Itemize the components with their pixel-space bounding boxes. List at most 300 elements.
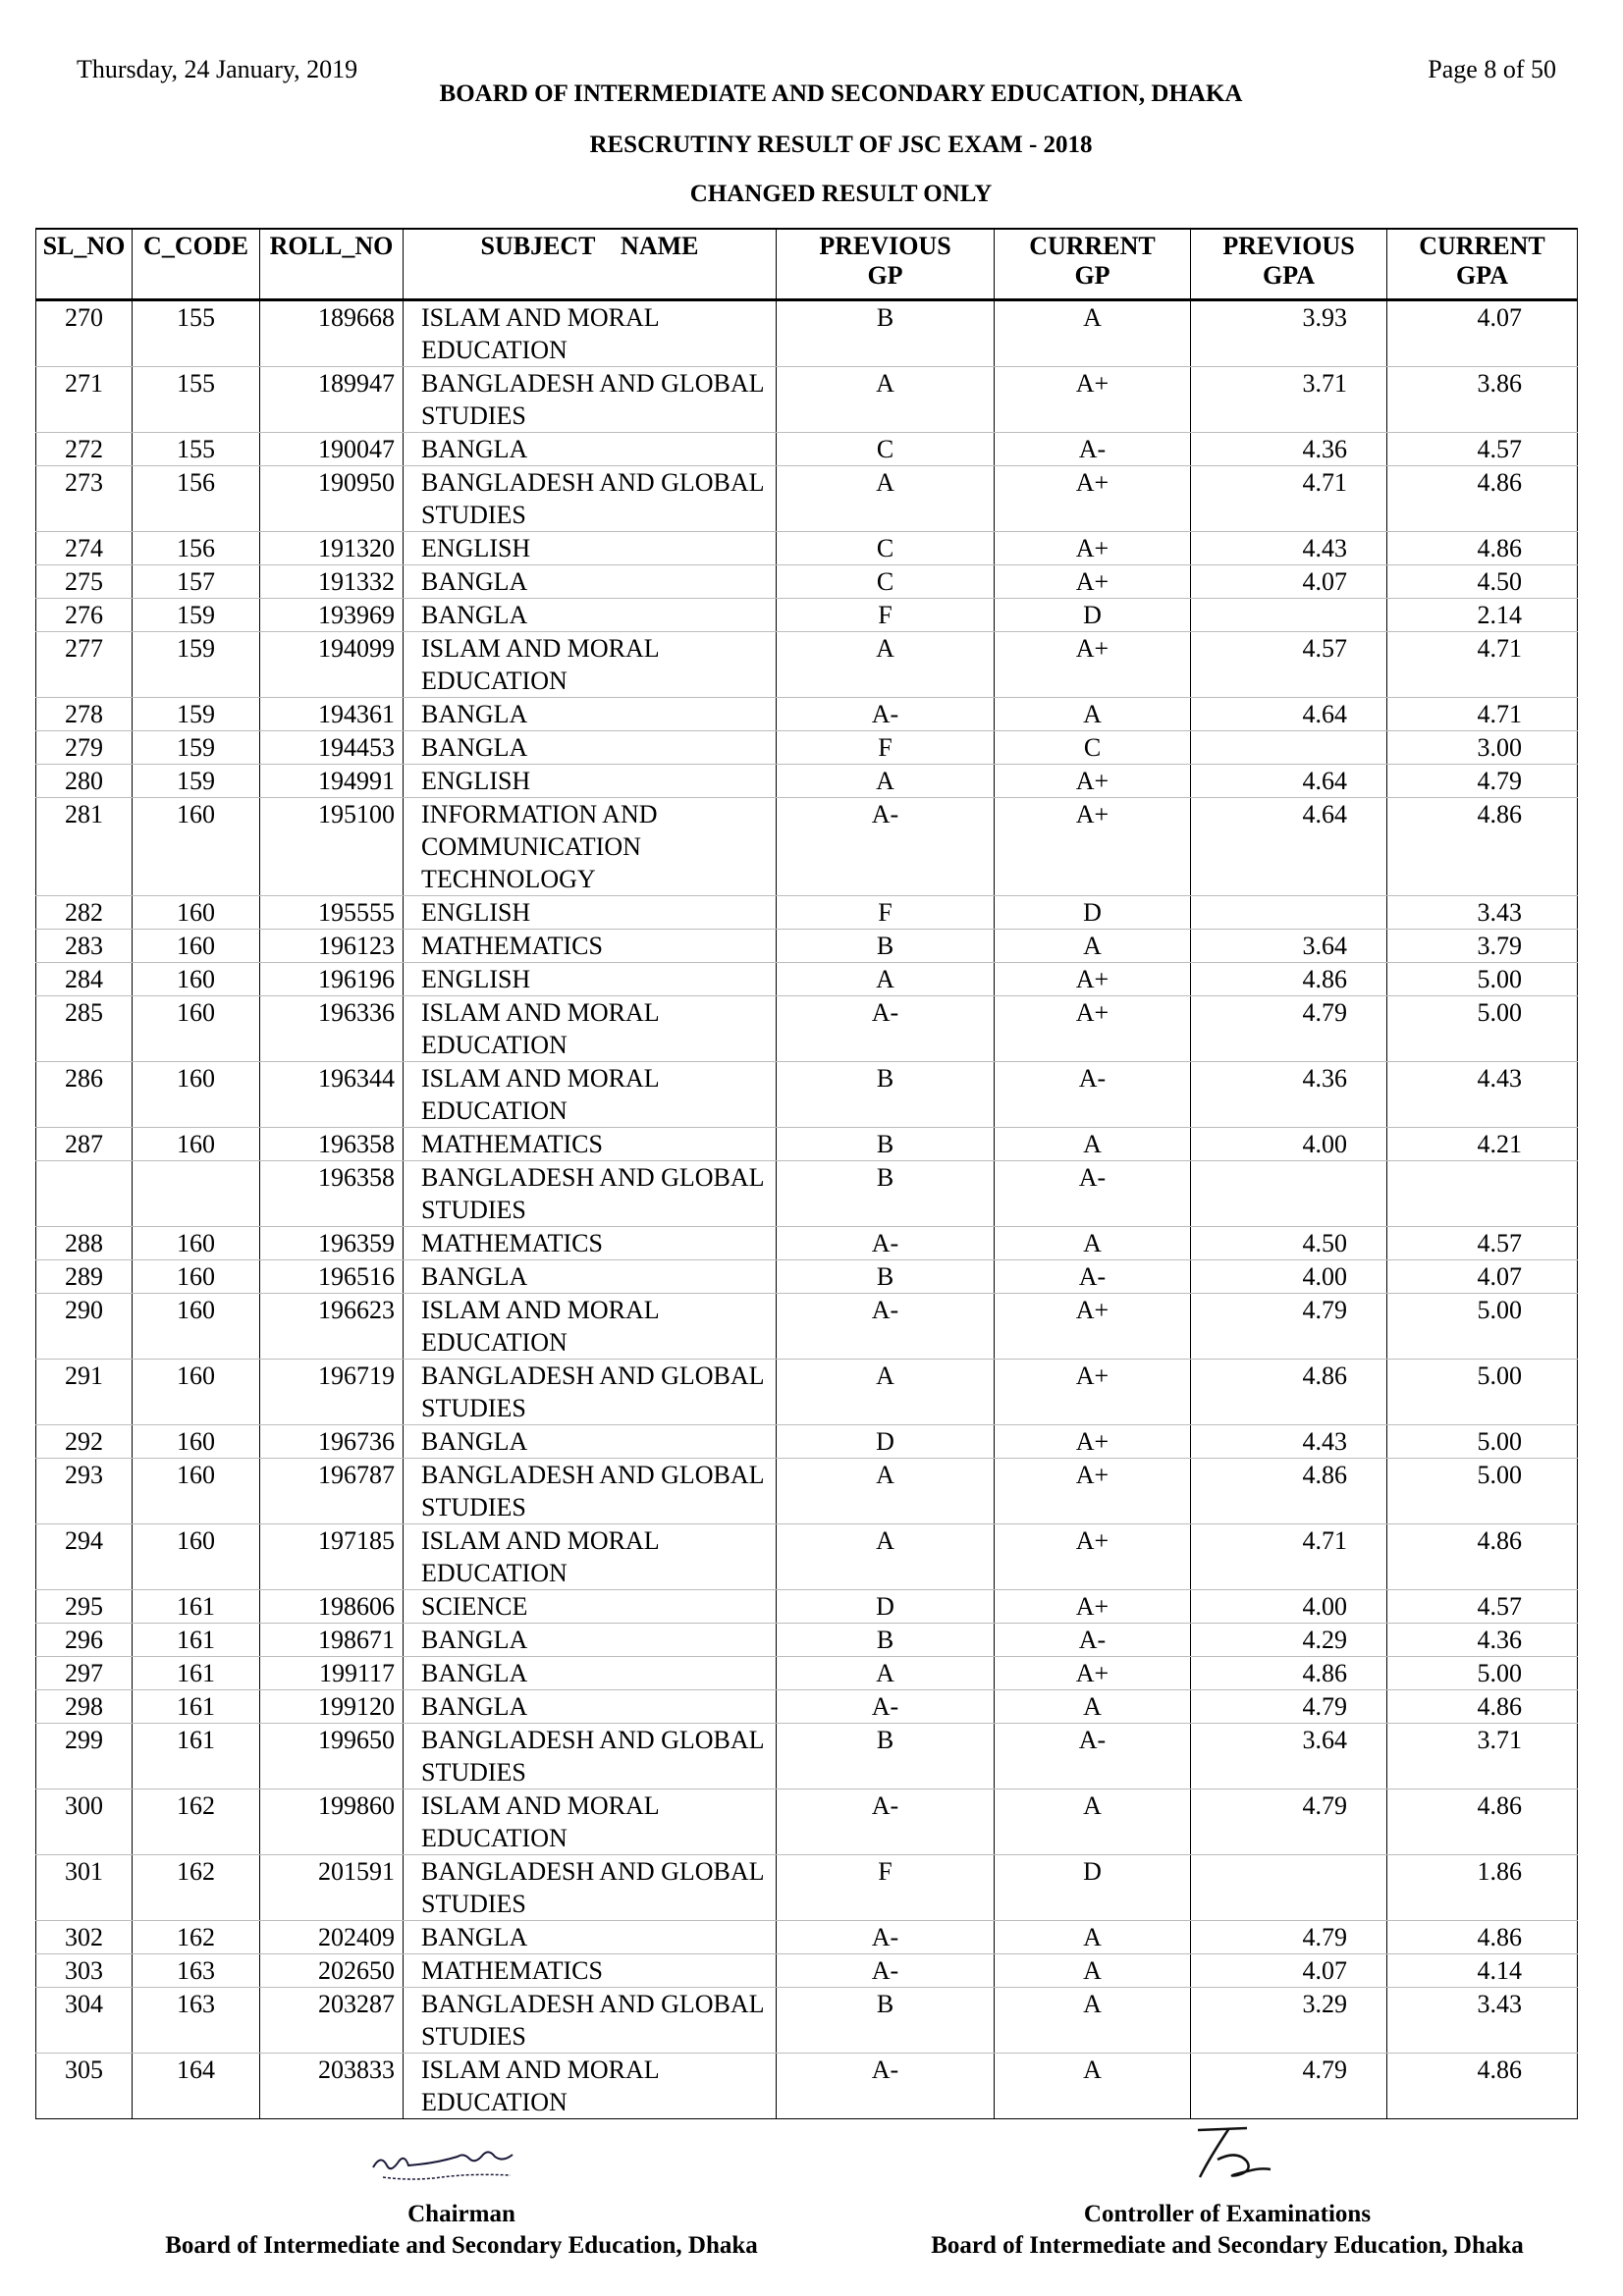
cell-current-gpa: 3.71 <box>1387 1724 1578 1789</box>
cell-roll-no: 195100 <box>260 798 404 896</box>
cell-sl-no: 288 <box>36 1227 133 1260</box>
cell-roll-no: 196516 <box>260 1260 404 1294</box>
cell-current-gp: A <box>995 1227 1191 1260</box>
cell-subject-name: BANGLA <box>404 1624 777 1657</box>
col-header-current-gp <box>995 229 1191 300</box>
cell-previous-gp: A- <box>777 1921 995 1954</box>
results-table <box>35 228 1578 2119</box>
cell-previous-gp: A- <box>777 2054 995 2119</box>
table-row <box>36 896 1578 930</box>
cell-subject-name: ISLAM AND MORAL EDUCATION <box>404 300 777 367</box>
cell-sl-no <box>36 1161 133 1227</box>
cell-previous-gpa: 4.29 <box>1191 1624 1387 1657</box>
cell-sl-no: 273 <box>36 466 133 532</box>
cell-subject-name: ENGLISH <box>404 963 777 996</box>
cell-previous-gp: A- <box>777 698 995 731</box>
col-header-subject-name <box>404 229 777 300</box>
cell-previous-gpa: 4.57 <box>1191 632 1387 698</box>
cell-sl-no: 301 <box>36 1855 133 1921</box>
cell-current-gpa: 4.86 <box>1387 532 1578 565</box>
cell-sl-no: 283 <box>36 930 133 963</box>
cell-previous-gpa: 4.79 <box>1191 2054 1387 2119</box>
cell-previous-gp: A <box>777 367 995 433</box>
board-title: BOARD OF INTERMEDIATE AND SECONDARY EDUCATION, DHAKA <box>439 80 1243 107</box>
cell-c-code: 161 <box>133 1657 260 1690</box>
cell-previous-gp: A- <box>777 798 995 896</box>
cell-previous-gpa: 4.64 <box>1191 798 1387 896</box>
cell-current-gpa: 3.00 <box>1387 731 1578 765</box>
table-row <box>36 1062 1578 1128</box>
cell-sl-no: 274 <box>36 532 133 565</box>
cell-sl-no: 286 <box>36 1062 133 1128</box>
cell-subject-name: BANGLADESH AND GLOBAL STUDIES <box>404 1360 777 1425</box>
col-header-previous-gp-line2: GP <box>867 261 903 290</box>
cell-current-gp: A+ <box>995 1524 1191 1590</box>
cell-subject-name: BANGLA <box>404 731 777 765</box>
cell-previous-gpa <box>1191 599 1387 632</box>
cell-previous-gpa: 4.43 <box>1191 532 1387 565</box>
cell-previous-gpa: 3.71 <box>1191 367 1387 433</box>
cell-current-gp: A <box>995 2054 1191 2119</box>
cell-previous-gpa: 3.64 <box>1191 930 1387 963</box>
cell-c-code: 155 <box>133 433 260 466</box>
table-row <box>36 300 1578 367</box>
cell-current-gpa: 4.71 <box>1387 698 1578 731</box>
col-header-previous-gpa-line2: GPA <box>1263 261 1315 290</box>
col-header-c-code: C_CODE <box>133 229 260 300</box>
cell-previous-gp: F <box>777 599 995 632</box>
cell-c-code: 160 <box>133 1128 260 1161</box>
cell-current-gp: A+ <box>995 1459 1191 1524</box>
cell-current-gp: A+ <box>995 1294 1191 1360</box>
cell-roll-no: 190950 <box>260 466 404 532</box>
col-header-roll-no: ROLL_NO <box>260 229 404 300</box>
cell-current-gpa: 4.07 <box>1387 300 1578 367</box>
table-row <box>36 1988 1578 2054</box>
cell-current-gpa: 2.14 <box>1387 599 1578 632</box>
cell-previous-gp: A <box>777 1459 995 1524</box>
cell-c-code: 160 <box>133 1459 260 1524</box>
table-row <box>36 367 1578 433</box>
cell-roll-no: 196196 <box>260 963 404 996</box>
cell-sl-no: 275 <box>36 565 133 599</box>
cell-current-gp: A- <box>995 1624 1191 1657</box>
cell-previous-gpa <box>1191 731 1387 765</box>
table-row <box>36 798 1578 896</box>
cell-subject-name: ENGLISH <box>404 896 777 930</box>
cell-previous-gp: C <box>777 532 995 565</box>
table-row <box>36 1624 1578 1657</box>
chairman-organization: Board of Intermediate and Secondary Education, Dhaka <box>165 2232 758 2259</box>
cell-roll-no: 198671 <box>260 1624 404 1657</box>
cell-previous-gpa: 4.07 <box>1191 1954 1387 1988</box>
cell-c-code: 160 <box>133 1425 260 1459</box>
cell-current-gpa: 4.57 <box>1387 1227 1578 1260</box>
table-row <box>36 1260 1578 1294</box>
cell-c-code: 160 <box>133 1360 260 1425</box>
cell-subject-name: ISLAM AND MORAL EDUCATION <box>404 1294 777 1360</box>
cell-sl-no: 292 <box>36 1425 133 1459</box>
cell-previous-gp: B <box>777 930 995 963</box>
table-row <box>36 2054 1578 2119</box>
cell-previous-gpa: 4.71 <box>1191 466 1387 532</box>
cell-subject-name: BANGLA <box>404 599 777 632</box>
col-header-current-gpa-line1: CURRENT <box>1419 232 1545 260</box>
cell-previous-gpa: 4.86 <box>1191 963 1387 996</box>
cell-c-code: 160 <box>133 1062 260 1128</box>
cell-roll-no: 201591 <box>260 1855 404 1921</box>
cell-roll-no: 197185 <box>260 1524 404 1590</box>
exam-title: RESCRUTINY RESULT OF JSC EXAM - 2018 <box>589 132 1093 158</box>
col-header-current-gp-line2: GP <box>1074 261 1110 290</box>
cell-c-code: 160 <box>133 1260 260 1294</box>
table-row <box>36 731 1578 765</box>
cell-c-code: 161 <box>133 1624 260 1657</box>
cell-c-code: 161 <box>133 1590 260 1624</box>
col-header-subject-name-label: SUBJECT NAME <box>480 232 699 260</box>
cell-roll-no: 196358 <box>260 1128 404 1161</box>
cell-previous-gp: B <box>777 1988 995 2054</box>
table-row <box>36 433 1578 466</box>
cell-sl-no: 282 <box>36 896 133 930</box>
cell-current-gp: A <box>995 1789 1191 1855</box>
col-header-current-gpa-line2: GPA <box>1456 261 1508 290</box>
cell-current-gpa: 4.21 <box>1387 1128 1578 1161</box>
cell-roll-no: 196123 <box>260 930 404 963</box>
cell-roll-no: 191320 <box>260 532 404 565</box>
cell-current-gpa: 5.00 <box>1387 1294 1578 1360</box>
cell-sl-no: 278 <box>36 698 133 731</box>
cell-roll-no: 196736 <box>260 1425 404 1459</box>
cell-roll-no: 189947 <box>260 367 404 433</box>
cell-current-gp: A <box>995 1128 1191 1161</box>
table-row <box>36 1789 1578 1855</box>
cell-subject-name: BANGLA <box>404 1425 777 1459</box>
cell-previous-gpa: 4.00 <box>1191 1260 1387 1294</box>
cell-c-code: 159 <box>133 698 260 731</box>
table-row <box>36 1128 1578 1161</box>
cell-c-code: 157 <box>133 565 260 599</box>
table-row <box>36 1690 1578 1724</box>
cell-subject-name: MATHEMATICS <box>404 1227 777 1260</box>
cell-c-code: 164 <box>133 2054 260 2119</box>
cell-roll-no: 196787 <box>260 1459 404 1524</box>
cell-current-gpa: 4.86 <box>1387 798 1578 896</box>
table-row <box>36 963 1578 996</box>
cell-previous-gp: B <box>777 1161 995 1227</box>
cell-subject-name: MATHEMATICS <box>404 930 777 963</box>
cell-previous-gpa: 4.79 <box>1191 1921 1387 1954</box>
cell-current-gpa: 5.00 <box>1387 1657 1578 1690</box>
cell-roll-no: 196358 <box>260 1161 404 1227</box>
cell-roll-no: 190047 <box>260 433 404 466</box>
cell-roll-no: 196623 <box>260 1294 404 1360</box>
cell-previous-gpa: 3.29 <box>1191 1988 1387 2054</box>
cell-sl-no: 270 <box>36 300 133 367</box>
cell-current-gp: C <box>995 731 1191 765</box>
cell-previous-gpa: 4.71 <box>1191 1524 1387 1590</box>
cell-sl-no: 304 <box>36 1988 133 2054</box>
cell-sl-no: 287 <box>36 1128 133 1161</box>
cell-current-gp: A+ <box>995 632 1191 698</box>
cell-c-code: 162 <box>133 1789 260 1855</box>
table-row <box>36 1360 1578 1425</box>
cell-roll-no: 191332 <box>260 565 404 599</box>
cell-previous-gpa: 4.79 <box>1191 1294 1387 1360</box>
cell-subject-name: BANGLA <box>404 1690 777 1724</box>
cell-previous-gp: A- <box>777 1227 995 1260</box>
cell-previous-gp: A- <box>777 1789 995 1855</box>
cell-sl-no: 284 <box>36 963 133 996</box>
chairman-signature-block <box>118 2130 805 2262</box>
cell-sl-no: 298 <box>36 1690 133 1724</box>
table-row <box>36 1590 1578 1624</box>
cell-sl-no: 295 <box>36 1590 133 1624</box>
cell-sl-no: 296 <box>36 1624 133 1657</box>
results-table-body <box>36 300 1578 2119</box>
cell-current-gp: A- <box>995 433 1191 466</box>
cell-subject-name: BANGLADESH AND GLOBAL STUDIES <box>404 466 777 532</box>
col-header-current-gp-line1: CURRENT <box>1029 232 1156 260</box>
cell-sl-no: 297 <box>36 1657 133 1690</box>
cell-sl-no: 299 <box>36 1724 133 1789</box>
table-row <box>36 765 1578 798</box>
cell-current-gpa: 4.71 <box>1387 632 1578 698</box>
cell-current-gp: A <box>995 1921 1191 1954</box>
cell-c-code <box>133 1161 260 1227</box>
cell-current-gp: A <box>995 930 1191 963</box>
cell-previous-gp: F <box>777 896 995 930</box>
table-row <box>36 1954 1578 1988</box>
cell-sl-no: 272 <box>36 433 133 466</box>
cell-roll-no: 198606 <box>260 1590 404 1624</box>
controller-signature <box>884 2130 1571 2199</box>
cell-c-code: 160 <box>133 798 260 896</box>
table-row <box>36 632 1578 698</box>
cell-subject-name: BANGLA <box>404 1260 777 1294</box>
cell-c-code: 160 <box>133 1294 260 1360</box>
cell-roll-no: 196359 <box>260 1227 404 1260</box>
cell-current-gp: A <box>995 300 1191 367</box>
cell-c-code: 160 <box>133 930 260 963</box>
cell-subject-name: BANGLA <box>404 698 777 731</box>
cell-sl-no: 289 <box>36 1260 133 1294</box>
cell-subject-name: ISLAM AND MORAL EDUCATION <box>404 996 777 1062</box>
cell-previous-gpa: 4.00 <box>1191 1128 1387 1161</box>
cell-subject-name: ISLAM AND MORAL EDUCATION <box>404 2054 777 2119</box>
cell-sl-no: 279 <box>36 731 133 765</box>
cell-c-code: 160 <box>133 1227 260 1260</box>
cell-subject-name: ISLAM AND MORAL EDUCATION <box>404 1524 777 1590</box>
table-row <box>36 1524 1578 1590</box>
cell-subject-name: ENGLISH <box>404 532 777 565</box>
cell-previous-gpa: 4.79 <box>1191 996 1387 1062</box>
cell-roll-no: 203287 <box>260 1988 404 2054</box>
cell-current-gpa: 4.86 <box>1387 1789 1578 1855</box>
cell-sl-no: 293 <box>36 1459 133 1524</box>
cell-previous-gpa: 4.50 <box>1191 1227 1387 1260</box>
cell-current-gpa: 4.86 <box>1387 1524 1578 1590</box>
cell-current-gpa: 5.00 <box>1387 1459 1578 1524</box>
cell-previous-gpa <box>1191 1855 1387 1921</box>
cell-c-code: 159 <box>133 765 260 798</box>
table-row <box>36 599 1578 632</box>
cell-current-gpa: 3.43 <box>1387 1988 1578 2054</box>
controller-organization: Board of Intermediate and Secondary Education, Dhaka <box>931 2232 1524 2259</box>
cell-subject-name: BANGLADESH AND GLOBAL STUDIES <box>404 1988 777 2054</box>
table-row <box>36 1657 1578 1690</box>
cell-c-code: 160 <box>133 1524 260 1590</box>
cell-roll-no: 199117 <box>260 1657 404 1690</box>
cell-previous-gp: B <box>777 1624 995 1657</box>
cell-c-code: 159 <box>133 599 260 632</box>
cell-current-gp: D <box>995 1855 1191 1921</box>
cell-subject-name: ISLAM AND MORAL EDUCATION <box>404 1062 777 1128</box>
cell-roll-no: 193969 <box>260 599 404 632</box>
cell-sl-no: 271 <box>36 367 133 433</box>
cell-previous-gp: D <box>777 1590 995 1624</box>
cell-c-code: 163 <box>133 1988 260 2054</box>
cell-current-gpa: 4.79 <box>1387 765 1578 798</box>
table-row <box>36 698 1578 731</box>
cell-current-gpa: 5.00 <box>1387 1360 1578 1425</box>
cell-roll-no: 195555 <box>260 896 404 930</box>
cell-c-code: 162 <box>133 1855 260 1921</box>
cell-previous-gp: C <box>777 433 995 466</box>
cell-previous-gp: A <box>777 1657 995 1690</box>
cell-current-gp: A- <box>995 1260 1191 1294</box>
table-row <box>36 1855 1578 1921</box>
cell-current-gp: A+ <box>995 466 1191 532</box>
cell-roll-no: 202409 <box>260 1921 404 1954</box>
cell-current-gp: A+ <box>995 565 1191 599</box>
cell-previous-gp: A- <box>777 1954 995 1988</box>
cell-current-gpa: 4.86 <box>1387 1921 1578 1954</box>
cell-sl-no: 305 <box>36 2054 133 2119</box>
cell-previous-gpa: 4.00 <box>1191 1590 1387 1624</box>
table-row <box>36 1227 1578 1260</box>
col-header-previous-gpa-line1: PREVIOUS <box>1222 232 1355 260</box>
cell-current-gp: A <box>995 1954 1191 1988</box>
controller-title: Controller of Examinations <box>1083 2201 1372 2227</box>
controller-signature-block <box>884 2130 1571 2262</box>
cell-current-gpa: 3.43 <box>1387 896 1578 930</box>
cell-roll-no: 196336 <box>260 996 404 1062</box>
table-row <box>36 466 1578 532</box>
cell-previous-gpa: 4.86 <box>1191 1657 1387 1690</box>
cell-current-gp: D <box>995 599 1191 632</box>
cell-roll-no: 194453 <box>260 731 404 765</box>
cell-current-gp: A- <box>995 1062 1191 1128</box>
cell-sl-no: 294 <box>36 1524 133 1590</box>
cell-subject-name: MATHEMATICS <box>404 1954 777 1988</box>
table-row <box>36 1459 1578 1524</box>
cell-roll-no: 189668 <box>260 300 404 367</box>
cell-current-gp: A+ <box>995 963 1191 996</box>
cell-subject-name: ISLAM AND MORAL EDUCATION <box>404 632 777 698</box>
col-header-previous-gp-line1: PREVIOUS <box>819 232 951 260</box>
cell-subject-name: BANGLADESH AND GLOBAL STUDIES <box>404 1459 777 1524</box>
cell-c-code: 160 <box>133 963 260 996</box>
cell-previous-gpa: 4.64 <box>1191 765 1387 798</box>
cell-previous-gp: A <box>777 632 995 698</box>
cell-current-gp: A+ <box>995 1657 1191 1690</box>
cell-previous-gpa: 4.36 <box>1191 433 1387 466</box>
cell-previous-gp: A <box>777 1524 995 1590</box>
cell-sl-no: 300 <box>36 1789 133 1855</box>
table-row <box>36 996 1578 1062</box>
cell-roll-no: 202650 <box>260 1954 404 1988</box>
cell-previous-gpa: 4.64 <box>1191 698 1387 731</box>
cell-subject-name: SCIENCE <box>404 1590 777 1624</box>
cell-subject-name: BANGLADESH AND GLOBAL STUDIES <box>404 1855 777 1921</box>
cell-c-code: 163 <box>133 1954 260 1988</box>
cell-previous-gpa: 4.79 <box>1191 1690 1387 1724</box>
cell-roll-no: 194361 <box>260 698 404 731</box>
cell-sl-no: 280 <box>36 765 133 798</box>
cell-current-gpa: 4.07 <box>1387 1260 1578 1294</box>
cell-current-gpa: 4.57 <box>1387 1590 1578 1624</box>
cell-sl-no: 281 <box>36 798 133 896</box>
cell-c-code: 160 <box>133 996 260 1062</box>
page-number: Page 8 of 50 <box>1428 55 1556 83</box>
cell-subject-name: BANGLA <box>404 433 777 466</box>
cell-c-code: 161 <box>133 1690 260 1724</box>
cell-current-gpa: 3.79 <box>1387 930 1578 963</box>
cell-roll-no: 199650 <box>260 1724 404 1789</box>
cell-previous-gpa: 4.43 <box>1191 1425 1387 1459</box>
cell-current-gp: A+ <box>995 367 1191 433</box>
cell-previous-gpa <box>1191 1161 1387 1227</box>
cell-previous-gp: A- <box>777 1294 995 1360</box>
cell-current-gpa: 4.86 <box>1387 2054 1578 2119</box>
col-header-current-gpa <box>1387 229 1578 300</box>
result-scope-title: CHANGED RESULT ONLY <box>689 181 993 207</box>
cell-current-gpa: 4.43 <box>1387 1062 1578 1128</box>
cell-roll-no: 199860 <box>260 1789 404 1855</box>
cell-c-code: 159 <box>133 632 260 698</box>
cell-previous-gp: A <box>777 1360 995 1425</box>
cell-current-gp: A <box>995 698 1191 731</box>
table-header-row <box>36 229 1578 300</box>
cell-sl-no: 290 <box>36 1294 133 1360</box>
cell-subject-name: BANGLADESH AND GLOBAL STUDIES <box>404 367 777 433</box>
cell-current-gpa <box>1387 1161 1578 1227</box>
cell-previous-gp: A- <box>777 1690 995 1724</box>
cell-subject-name: MATHEMATICS <box>404 1128 777 1161</box>
cell-current-gp: A <box>995 1988 1191 2054</box>
cell-current-gp: D <box>995 896 1191 930</box>
cell-sl-no: 302 <box>36 1921 133 1954</box>
cell-c-code: 160 <box>133 896 260 930</box>
cell-subject-name: BANGLA <box>404 565 777 599</box>
cell-sl-no: 285 <box>36 996 133 1062</box>
cell-previous-gp: A <box>777 466 995 532</box>
table-row <box>36 1425 1578 1459</box>
chairman-title: Chairman <box>407 2201 515 2227</box>
cell-c-code: 159 <box>133 731 260 765</box>
cell-roll-no: 196344 <box>260 1062 404 1128</box>
cell-current-gp: A+ <box>995 1590 1191 1624</box>
cell-subject-name: BANGLADESH AND GLOBAL STUDIES <box>404 1161 777 1227</box>
cell-current-gpa: 4.50 <box>1387 565 1578 599</box>
table-row <box>36 1161 1578 1227</box>
cell-current-gpa: 3.86 <box>1387 367 1578 433</box>
cell-previous-gp: A- <box>777 996 995 1062</box>
table-row <box>36 1921 1578 1954</box>
col-header-previous-gp <box>777 229 995 300</box>
cell-current-gp: A+ <box>995 765 1191 798</box>
